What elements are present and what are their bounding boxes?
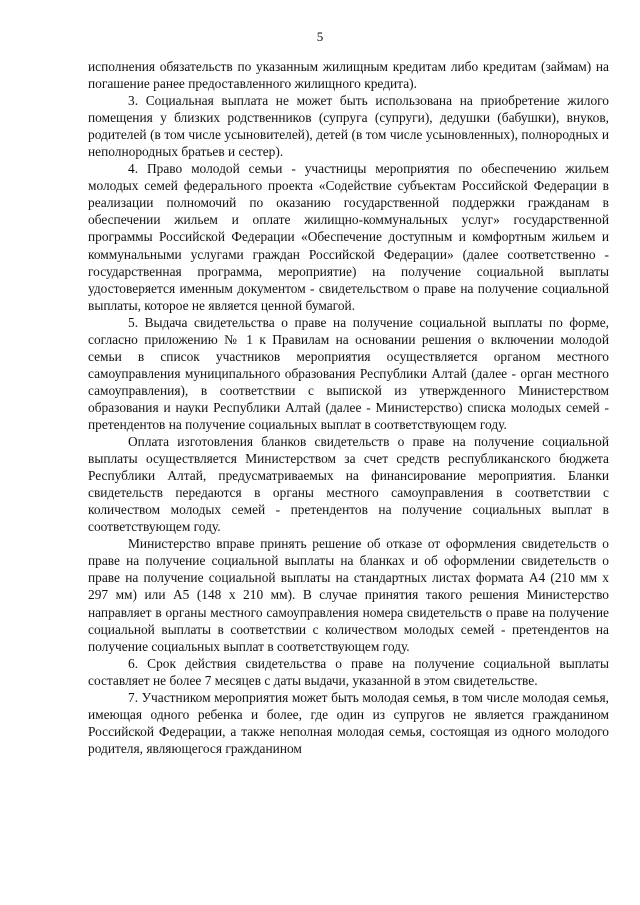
paragraph-item-5: 5. Выдача свидетельства о праве на получение социальной выплаты по форме, согласно приложению № 1 к Правилам на основании решения о включении молодой семьи в список участников мероприятия осуществляется органом местного самоуправления муниципального образования Республики Алтай (далее - орган местного самоуправления), в соответствии с выпиской из утвержденного Министерством образования и науки Республики Алтай (далее - Министерство) списка молодых семей - претендентов на получение социальных выплат в соответствующем году.	[88, 314, 609, 432]
paragraph-ministry-decision: Министерство вправе принять решение об отказе от оформления свидетельств о праве на получение социальной выплаты на бланках и об оформлении свидетельств о праве на получение социальной выплаты на стандартных листах формата А4 (210 мм х 297 мм) или А5 (148 х 210 мм). В случае принятия такого решения Министерство направляет в органы местного самоуправления номера свидетельств о праве на получение социальной выплаты в соответствии с количеством молодых семей - претендентов на получение социальных выплат в соответствующем году.	[88, 536, 609, 654]
paragraph-item-3: 3. Социальная выплата не может быть использована на приобретение жилого помещения у близких родственников (супруга (супруги), дедушки (бабушки), внуков, родителей (в том числе усыновителей), детей (в том числе усыновленных), полнородных и неполнородных братьев и сестер).	[88, 93, 609, 160]
paragraph-continuation: исполнения обязательств по указанным жилищным кредитам либо кредитам (займам) на погашение ранее предоставленного жилищного кредита).	[88, 59, 609, 92]
page-number: 5	[316, 29, 324, 44]
paragraph-blank-payment: Оплата изготовления бланков свидетельств о праве на получение социальной выплаты осуществляется Министерством за счет средств республиканского бюджета Республики Алтай, предусматриваемых на финансирование мероприятия. Бланки свидетельств передаются в органы местного самоуправления в соответствии с количеством молодых семей - претендентов на получение социальных выплат в соответствующем году.	[88, 434, 609, 535]
paragraph-item-4: 4. Право молодой семьи - участницы мероприятия по обеспечению жильем молодых семей федерального проекта «Содействие субъектам Российской Федерации в реализации полномочий по оказанию государственной поддержки гражданам в обеспечении жильем и оплате жилищно-коммунальных услуг» государственной программы Российской Федерации «Обеспечение доступным и комфортным жильем и коммунальными услугами граждан Российской Федерации» (далее соответственно - государственная программа, мероприятие) на получение социальной выплаты удостоверяется именным документом - свидетельством о праве на получение социальной выплаты, которое не является ценной бумагой.	[88, 161, 609, 313]
paragraph-item-6: 6. Срок действия свидетельства о праве на получение социальной выплаты составляет не более 7 месяцев с даты выдачи, указанной в этом свидетельстве.	[88, 655, 609, 688]
paragraph-item-7: 7. Участником мероприятия может быть молодая семья, в том числе молодая семья, имеющая одного ребенка и более, где один из супругов не является гражданином Российской Федерации, а также неполная молодая семья, состоящая из одного молодого родителя, являющегося гражданином	[88, 689, 609, 756]
document-body	[88, 58, 609, 757]
